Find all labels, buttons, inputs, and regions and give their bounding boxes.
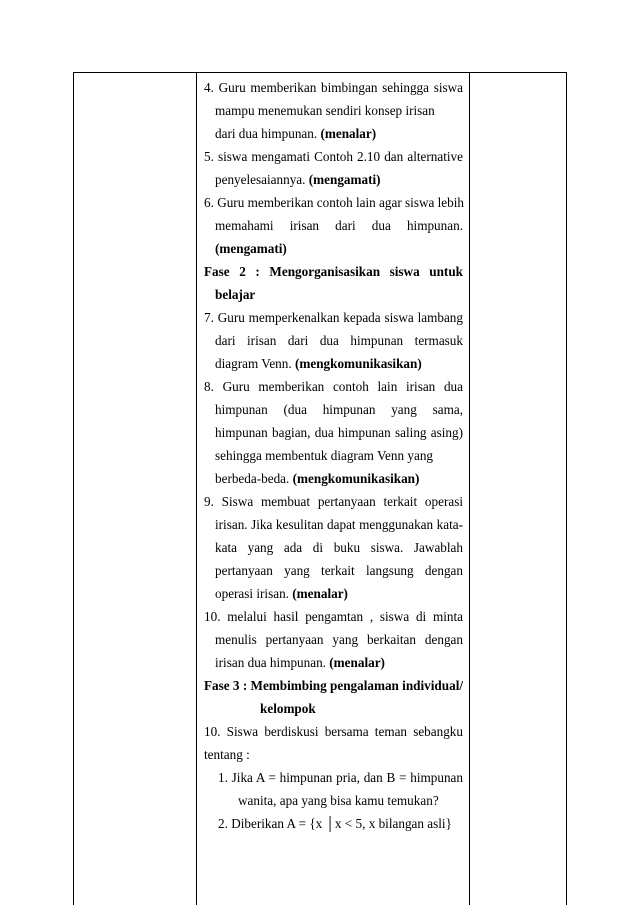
- text-line: operasi irisan. (menalar): [215, 586, 348, 601]
- text-line: memahami irisan dari dua himpunan.: [215, 218, 463, 233]
- text-line: menulis pertanyaan yang berkaitan dengan: [215, 632, 463, 647]
- text-line: berbeda-beda. (mengkomunikasikan): [215, 471, 420, 486]
- text-line: mampu menemukan sendiri konsep irisan: [215, 103, 435, 118]
- phase-heading: Fase 3 : Membimbing pengalaman individual/: [204, 678, 464, 693]
- text-line: irisan dua himpunan. (menalar): [215, 655, 385, 670]
- text-line: himpunan (dua himpunan yang sama,: [215, 402, 463, 417]
- text-line: sehingga membentuk diagram Venn yang: [215, 448, 434, 463]
- text-line: dari dua himpunan. (menalar): [215, 126, 377, 141]
- text-line: 1. Jika A = himpunan pria, dan B = himpunan: [218, 770, 463, 785]
- phase-heading: kelompok: [260, 701, 316, 716]
- text-line: 4. Guru memberikan bimbingan sehingga siswa: [204, 80, 463, 95]
- text-line: tentang :: [204, 747, 250, 762]
- text-line: diagram Venn. (mengkomunikasikan): [215, 356, 422, 371]
- phase-heading: Fase 2 : Mengorganisasikan siswa untuk: [204, 264, 463, 279]
- table-column-left: [74, 73, 197, 905]
- text-line: 7. Guru memperkenalkan kepada siswa lambang: [204, 310, 463, 325]
- text-line: 8. Guru memberikan contoh lain irisan dua: [204, 379, 463, 394]
- lesson-table: [73, 72, 567, 905]
- text-line: wanita, apa yang bisa kamu temukan?: [238, 793, 439, 808]
- text-line: pertanyaan yang terkait langsung dengan: [215, 563, 463, 578]
- text-line: 10. Siswa berdiskusi bersama teman sebangku: [204, 724, 463, 739]
- table-column-right: [470, 73, 567, 905]
- text-line: kata yang ada di buku siswa. Jawablah: [215, 540, 463, 555]
- text-line: 5. siswa mengamati Contoh 2.10 dan alternative: [204, 149, 463, 164]
- text-line: (mengamati): [215, 241, 287, 256]
- text-line: 10. melalui hasil pengamtan , siswa di minta: [204, 609, 463, 624]
- text-line: 2. Diberikan A = {x │x < 5, x bilangan asli}: [218, 816, 452, 831]
- text-line: 6. Guru memberikan contoh lain agar siswa lebih: [204, 195, 465, 210]
- text-line: 9. Siswa membuat pertanyaan terkait operasi: [204, 494, 463, 509]
- text-line: dari irisan dari dua himpunan termasuk: [215, 333, 463, 348]
- text-line: himpunan bagian, dua himpunan saling asing): [215, 425, 463, 440]
- text-line: penyelesaiannya. (mengamati): [215, 172, 381, 187]
- phase-heading: belajar: [215, 287, 256, 302]
- text-line: irisan. Jika kesulitan dapat menggunakan kata-: [215, 517, 463, 532]
- table-column-activities: [197, 73, 470, 905]
